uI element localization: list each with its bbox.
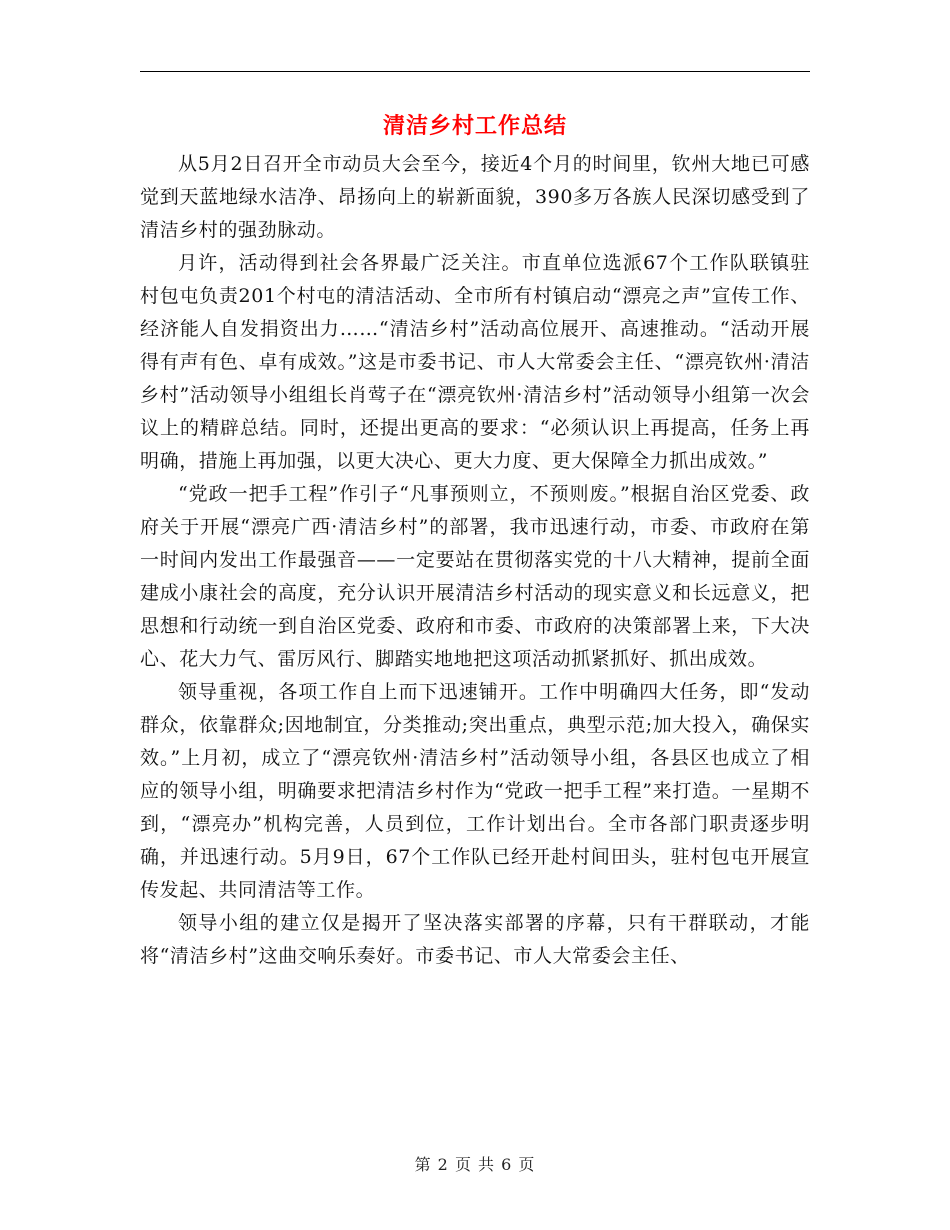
document-title: 清洁乡村工作总结: [382, 113, 567, 139]
paragraph-2: 月许，活动得到社会各界最广泛关注。市直单位选派67个工作队联镇驻村包屯负责201个村屯的清洁活动、全市所有村镇启动“漂亮之声”宣传工作、经济能人自发捐资出力……“清洁乡村”活动高位展开、高速推动。“活动开展得有声有色、卓有成效。”这是市委书记、市人大常委会主任、“漂亮钦州·清洁乡村”活动领导小组组长肖莺子在“漂亮钦州·清洁乡村”活动领导小组第一次会议上的精辟总结。同时，还提出更高的要求：“必须认识上再提高，任务上再明确，措施上再加强，以更大决心、更大力度、更大保障全力抓出成效。”: [140, 252, 811, 472]
paragraph-1: 从5月2日召开全市动员大会至今，接近4个月的时间里，钦州大地已可感觉到天蓝地绿水洁净、昂扬向上的崭新面貌，390多万各族人民深切感受到了清洁乡村的强劲脉动。: [140, 153, 810, 241]
header-rule: [140, 71, 810, 72]
paragraph-3: “党政一把手工程”作引子“凡事预则立，不预则废。”根据自治区党委、政府关于开展“漂亮广西·清洁乡村”的部署，我市迅速行动，市委、市政府在第一时间内发出工作最强音——一定要站在贯彻落实党的十八大精神，提前全面建成小康社会的高度，充分认识开展清洁乡村活动的现实意义和长远意义，把思想和行动统一到自治区党委、政府和市委、市政府的决策部署上来，下大决心、花大力气、雷厉风行、脚踏实地地把这项活动抓紧抓好、抓出成效。: [140, 483, 810, 670]
paragraph-5: 领导小组的建立仅是揭开了坚决落实部署的序幕，只有干群联动，才能将“清洁乡村”这曲交响乐奏好。市委书记、市人大常委会主任、: [140, 912, 810, 967]
paragraph-4: 领导重视，各项工作自上而下迅速铺开。工作中明确四大任务，即“发动群众，依靠群众;因地制宜，分类推动;突出重点，典型示范;加大投入，确保实效。”上月初，成立了“漂亮钦州·清洁乡村”活动领导小组，各县区也成立了相应的领导小组，明确要求把清洁乡村作为“党政一把手工程”来打造。一星期不到，“漂亮办”机构完善，人员到位，工作计划出台。全市各部门职责逐步明确，并迅速行动。5月9日，67个工作队已经开赴村间田头，驻村包屯开展宣传发起、共同清洁等工作。: [140, 681, 810, 901]
page-number: 第 2 页 共 6 页: [414, 1155, 536, 1174]
document-body: [140, 148, 810, 973]
